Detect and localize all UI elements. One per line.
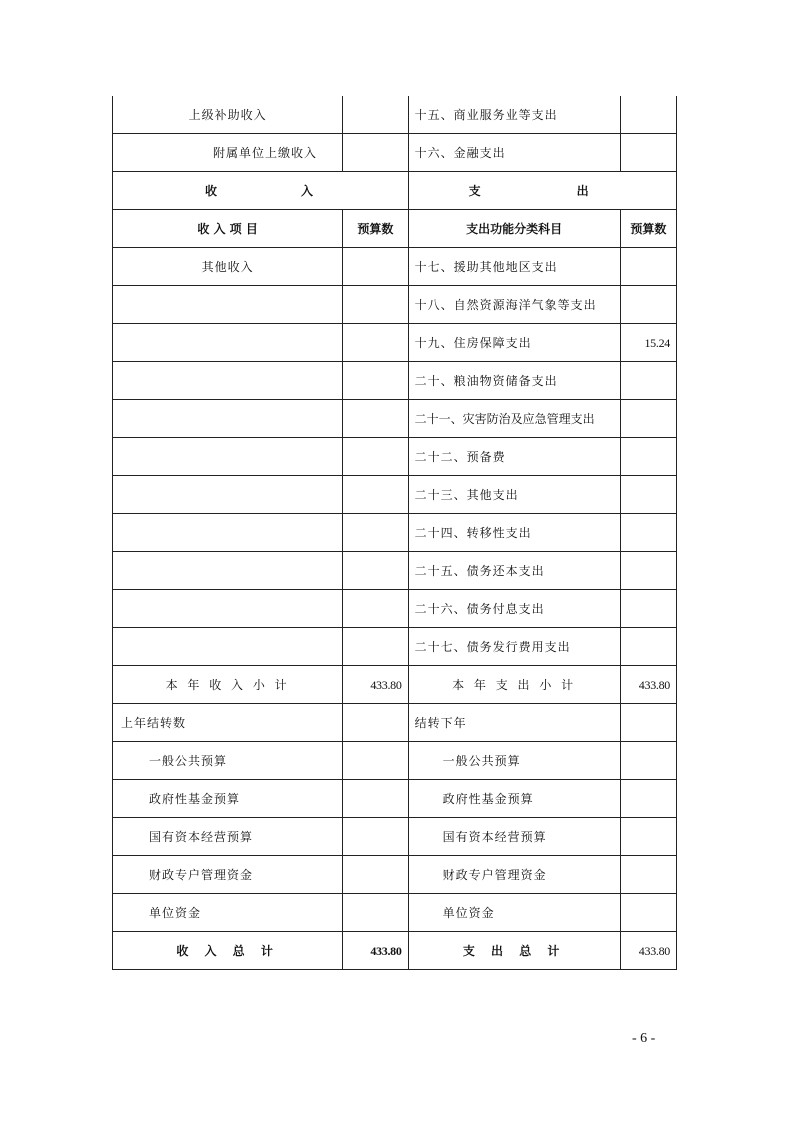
table-row — [113, 96, 677, 134]
expense-item: 十六、金融支出 — [408, 134, 620, 172]
income-section-header — [113, 172, 409, 210]
income-carry-label: 上年结转数 — [113, 704, 343, 742]
income-item: 一般公共预算 — [113, 742, 343, 780]
expense-item: 十五、商业服务业等支出 — [408, 96, 620, 134]
income-item: 国有资本经营预算 — [113, 818, 343, 856]
income-item — [113, 400, 343, 438]
income-amount — [343, 286, 408, 324]
expense-amount — [620, 552, 676, 590]
income-item — [113, 552, 343, 590]
expense-header-char-1: 支 — [468, 183, 481, 198]
income-item: 附属单位上缴收入 — [113, 134, 343, 172]
expense-amount — [620, 780, 676, 818]
expense-amount — [620, 856, 676, 894]
expense-item: 二十三、其他支出 — [408, 476, 620, 514]
table-row — [113, 780, 677, 818]
income-amount — [343, 742, 408, 780]
expense-item: 政府性基金预算 — [408, 780, 620, 818]
table-row — [113, 324, 677, 362]
expense-item: 一般公共预算 — [408, 742, 620, 780]
income-amount — [343, 476, 408, 514]
expense-amount — [620, 362, 676, 400]
income-subtotal-label: 本 年 收 入 小 计 — [113, 666, 343, 704]
income-item: 政府性基金预算 — [113, 780, 343, 818]
income-item — [113, 628, 343, 666]
expense-amount — [620, 134, 676, 172]
income-amount-header: 预算数 — [343, 210, 408, 248]
income-amount — [343, 894, 408, 932]
table-row — [113, 590, 677, 628]
expense-amount — [620, 476, 676, 514]
expense-amount — [620, 248, 676, 286]
income-item: 其他收入 — [113, 248, 343, 286]
expense-amount — [620, 590, 676, 628]
table-row — [113, 400, 677, 438]
income-item: 单位资金 — [113, 894, 343, 932]
expense-total-label: 支 出 总 计 — [408, 932, 620, 970]
expense-amount — [620, 742, 676, 780]
expense-item: 十九、住房保障支出 — [408, 324, 620, 362]
income-item — [113, 590, 343, 628]
income-amount — [343, 552, 408, 590]
expense-carry-label: 结转下年 — [408, 704, 620, 742]
expense-item: 十八、自然资源海洋气象等支出 — [408, 286, 620, 324]
expense-item: 二十七、债务发行费用支出 — [408, 628, 620, 666]
expense-item: 单位资金 — [408, 894, 620, 932]
table-row — [113, 894, 677, 932]
income-amount — [343, 856, 408, 894]
income-item — [113, 438, 343, 476]
income-carry-amount — [343, 704, 408, 742]
expense-item: 二十一、灾害防治及应急管理支出 — [408, 400, 620, 438]
subtotal-row — [113, 666, 677, 704]
income-amount — [343, 514, 408, 552]
expense-item: 二十六、债务付息支出 — [408, 590, 620, 628]
income-header-char-1: 收 — [205, 183, 218, 198]
expense-amount: 15.24 — [620, 324, 676, 362]
income-amount — [343, 134, 408, 172]
expense-item: 国有资本经营预算 — [408, 818, 620, 856]
expense-item: 二十二、预备费 — [408, 438, 620, 476]
income-amount — [343, 628, 408, 666]
table-row — [113, 856, 677, 894]
total-row — [113, 932, 677, 970]
income-amount — [343, 590, 408, 628]
carry-row — [113, 704, 677, 742]
income-amount — [343, 324, 408, 362]
income-item: 上级补助收入 — [113, 96, 343, 134]
page-number: - 6 - — [632, 1031, 656, 1046]
expense-amount — [620, 894, 676, 932]
budget-table — [112, 96, 677, 970]
table-row — [113, 476, 677, 514]
income-item — [113, 324, 343, 362]
expense-total-amount: 433.80 — [620, 932, 676, 970]
expense-item: 财政专户管理资金 — [408, 856, 620, 894]
income-amount — [343, 780, 408, 818]
table-row — [113, 818, 677, 856]
table-row — [113, 514, 677, 552]
income-item-header: 收 入 项 目 — [113, 210, 343, 248]
expense-amount — [620, 286, 676, 324]
income-total-amount: 433.80 — [343, 932, 408, 970]
income-amount — [343, 248, 408, 286]
table-row — [113, 552, 677, 590]
income-total-label: 收 入 总 计 — [113, 932, 343, 970]
table-row — [113, 742, 677, 780]
table-row — [113, 438, 677, 476]
table-row — [113, 248, 677, 286]
expense-item: 二十五、债务还本支出 — [408, 552, 620, 590]
expense-amount — [620, 96, 676, 134]
expense-item: 二十、粮油物资储备支出 — [408, 362, 620, 400]
table-row — [113, 286, 677, 324]
column-header-row — [113, 210, 677, 248]
expense-subtotal-amount: 433.80 — [620, 666, 676, 704]
income-item — [113, 514, 343, 552]
section-header-row — [113, 172, 677, 210]
income-subtotal-amount: 433.80 — [343, 666, 408, 704]
income-amount — [343, 400, 408, 438]
expense-carry-amount — [620, 704, 676, 742]
expense-item: 十七、援助其他地区支出 — [408, 248, 620, 286]
expense-amount-header: 预算数 — [620, 210, 676, 248]
income-item — [113, 286, 343, 324]
expense-amount — [620, 514, 676, 552]
income-header-char-2: 入 — [301, 183, 314, 198]
income-item — [113, 362, 343, 400]
expense-item: 二十四、转移性支出 — [408, 514, 620, 552]
expense-header-char-2: 出 — [576, 183, 589, 198]
expense-amount — [620, 438, 676, 476]
table-row — [113, 628, 677, 666]
expense-item-header: 支出功能分类科目 — [408, 210, 620, 248]
expense-amount — [620, 818, 676, 856]
table-row — [113, 134, 677, 172]
income-amount — [343, 438, 408, 476]
income-amount — [343, 818, 408, 856]
income-amount — [343, 362, 408, 400]
expense-subtotal-label: 本 年 支 出 小 计 — [408, 666, 620, 704]
table-row — [113, 362, 677, 400]
income-item: 财政专户管理资金 — [113, 856, 343, 894]
income-item — [113, 476, 343, 514]
expense-amount — [620, 628, 676, 666]
income-amount — [343, 96, 408, 134]
expense-amount — [620, 400, 676, 438]
expense-section-header — [408, 172, 676, 210]
